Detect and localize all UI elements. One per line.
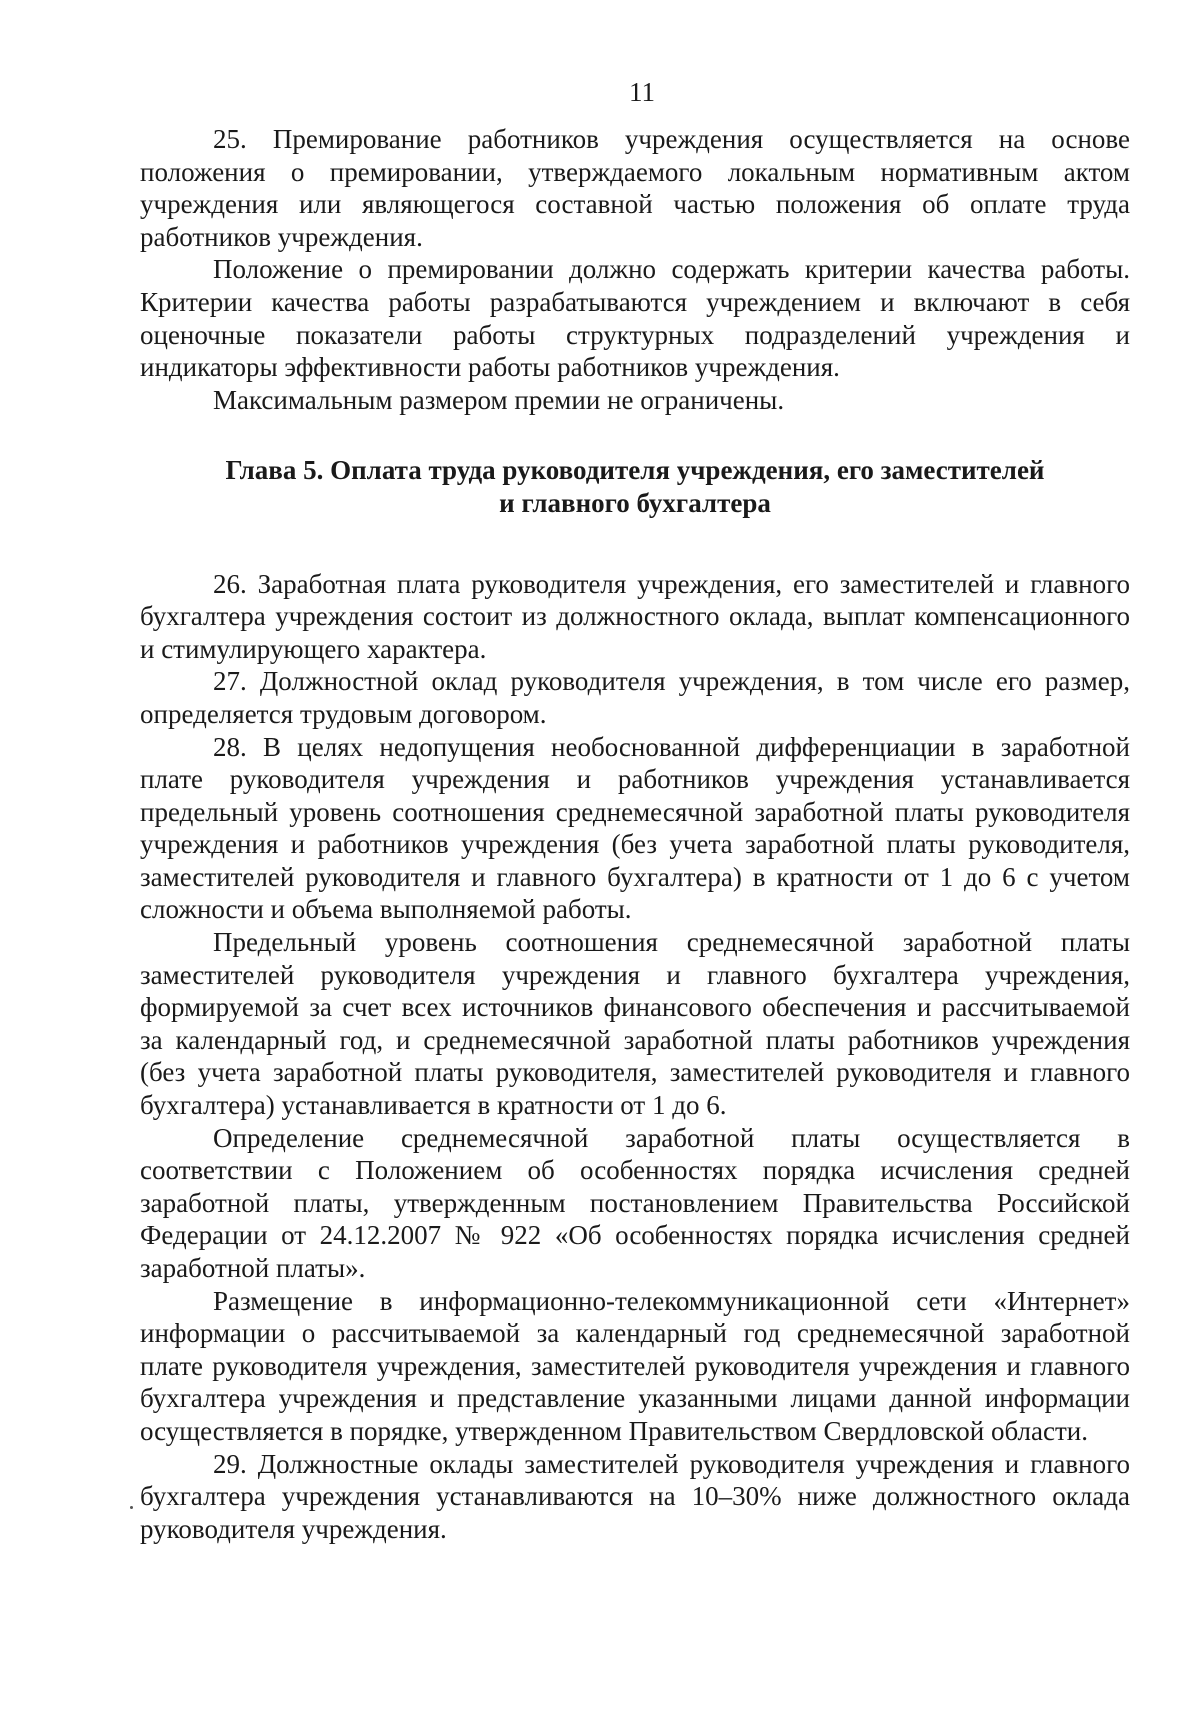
paragraph-salary-determination: Определение среднемесячной заработной платы осуществляется в соответствии с Положением об особенностях порядка исчисления средней заработной платы, утвержденным постановлением Правительства Российской Федерации от 24.12.2007 № 922 «Об особенностях порядка исчисления средней заработной платы». (140, 1122, 1130, 1283)
scan-speck (130, 1506, 133, 1509)
chapter-heading-line-2: и главного бухгалтера (499, 487, 771, 518)
document-body (140, 123, 1130, 1545)
page-number: 11 (629, 77, 655, 107)
paragraph-bonus-limit: Максимальным размером премии не ограничены. (213, 384, 785, 415)
paragraph-27: 27. Должностной оклад руководителя учреждения, в том числе его размер, определяется трудовым договором. (140, 666, 1130, 729)
chapter-heading (140, 454, 1130, 519)
paragraph-bonus-criteria: Положение о премировании должно содержать критерии качества работы. Критерии качества работы разрабатываются учреждением и включают в себя оценочные показатели работы структурных подразделений учреждения и индикаторы эффективности работы работников учреждения. (140, 254, 1130, 383)
paragraph-28: 28. В целях недопущения необоснованной дифференциации в заработной плате руководителя учреждения и работников учреждения устанавливается предельный уровень соотношения среднемесячной заработной платы руководителя учреждения и работников учреждения (без учета заработной платы руководителя, заместителей руководителя и главного бухгалтера) в кратности от 1 до 6 с учетом сложности и объема выполняемой работы. (140, 731, 1130, 925)
paragraph-26: 26. Заработная плата руководителя учреждения, его заместителей и главного бухгалтера учреждения состоит из должностного оклада, выплат компенсационного и стимулирующего характера. (140, 568, 1130, 664)
paragraph-internet-publication: Размещение в информационно-телекоммуникационной сети «Интернет» информации о рассчитываемой за календарный год среднемесячной заработной плате руководителя учреждения, заместителей руководителя учреждения и главного бухгалтера учреждения и представление указанными лицами данной информации осуществляется в порядке, утвержденном Правительством Свердловской области. (140, 1285, 1130, 1446)
chapter-heading-line-1: Глава 5. Оплата труда руководителя учреждения, его заместителей (225, 455, 1045, 486)
paragraph-25: 25. Премирование работников учреждения осуществляется на основе положения о премировании, утверждаемого локальным нормативным актом учреждения или являющегося составной частью положения об оплате труда работников учреждения. (140, 124, 1130, 252)
paragraph-29: 29. Должностные оклады заместителей руководителя учреждения и главного бухгалтера учреждения устанавливаются на 10–30% ниже должностного оклада руководителя учреждения. (140, 1448, 1130, 1544)
paragraph-deputies-ratio: Предельный уровень соотношения среднемесячной заработной платы заместителей руководителя учреждения и главного бухгалтера учреждения, формируемой за счет всех источников финансового обеспечения и рассчитываемой за календарный год, и среднемесячной заработной платы работников учреждения (без учета заработной платы руководителя, заместителей руководителя и главного бухгалтера) устанавливается в кратности от 1 до 6. (140, 927, 1130, 1121)
